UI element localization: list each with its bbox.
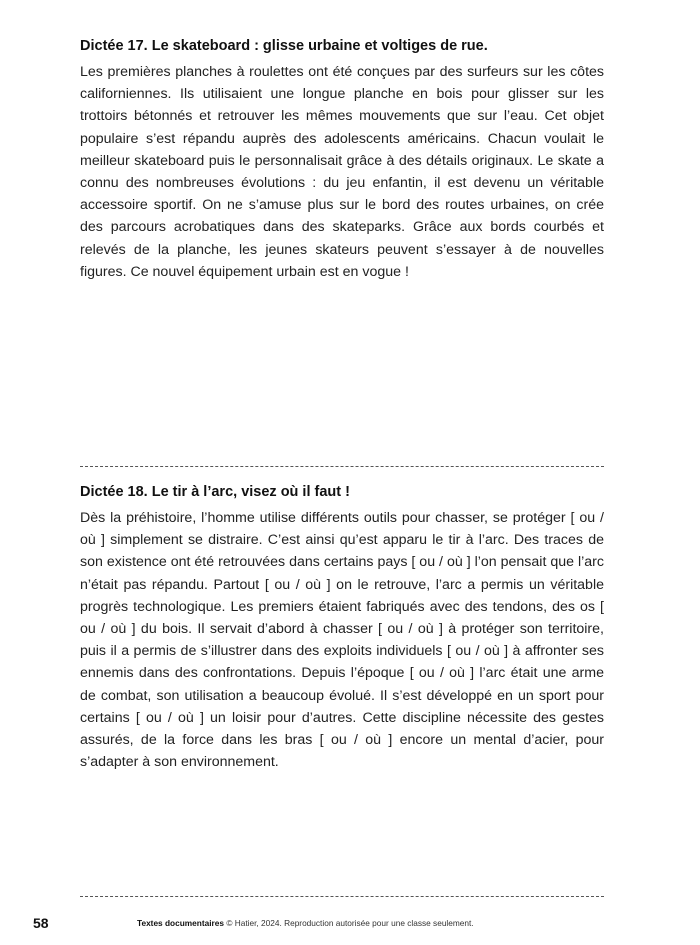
dictee-18-title: Dictée 18. Le tir à l’arc, visez où il faut ! <box>80 484 350 500</box>
dashed-divider <box>80 896 604 897</box>
page-number: 58 <box>33 915 49 931</box>
dictee-18-text: Dès la préhistoire, l’homme utilise différents outils pour chasser, se protéger [ ou / où ] simplement se distraire. C’est ainsi qu’est apparu le tir à l’arc. Des traces de son existence ont été retrouvées dans certains pays [ ou / où ] l’on pensait que l’arc n’était pas répandu. Partout [ ou / où ] on le retrouve, l’arc a permis un véritable progrès technologique. Les premiers étaient fabriqués avec des tendons, des os [ ou / où ] du bois. Il servait d’abord à chasser [ ou / où ] à protéger son territoire, puis il a permis de s’illustrer dans des exploits individuels [ ou / où ] à affronter ses ennemis dans des confrontations. Depuis l’époque [ ou / où ] l’arc était une arme de combat, son utilisation a beaucoup évolué. Il s’est développé en un sport pour certains [ ou / où ] un loisir pour d’autres. Cette discipline nécessite des gestes assurés, de la force dans les bras [ ou / où ] encore un mental d’acier, pour s’adapter à son environnement. <box>80 510 604 771</box>
dictee-18-section <box>80 483 604 773</box>
dictee-17-text: Les premières planches à roulettes ont été conçues par des surfeurs sur les côtes californiennes. Ils utilisaient une longue planche en bois pour glisser sur les trottoirs bétonnés et retrouver les mêmes mouvements que sur l’eau. Cet objet populaire s’est répandu auprès des adolescents américains. Chacun voulait le meilleur skateboard puis le personnalisait grâce à des détails originaux. Le skate a connu des nombreuses évolutions : du jeu enfantin, il est devenu un véritable accessoire sportif. On ne s’amuse plus sur le bord des routes urbaines, on crée des parcours acrobatiques dans des skateparks. Grâce aux bords courbés et relevés de la planche, les jeunes skateurs peuvent s’essayer à de nouvelles figures. Ce nouvel équipement urbain est en vogue ! <box>80 64 604 280</box>
dashed-divider <box>80 466 604 467</box>
footer-copyright: © Hatier, 2024. Reproduction autorisée pour une classe seulement. <box>226 918 474 928</box>
footer-source: Textes documentaires <box>137 918 224 928</box>
footer-credit <box>137 918 474 928</box>
page-footer <box>0 915 700 935</box>
dictee-17-title: Dictée 17. Le skateboard : glisse urbaine et voltiges de rue. <box>80 38 488 54</box>
dictee-17-section <box>80 37 604 283</box>
